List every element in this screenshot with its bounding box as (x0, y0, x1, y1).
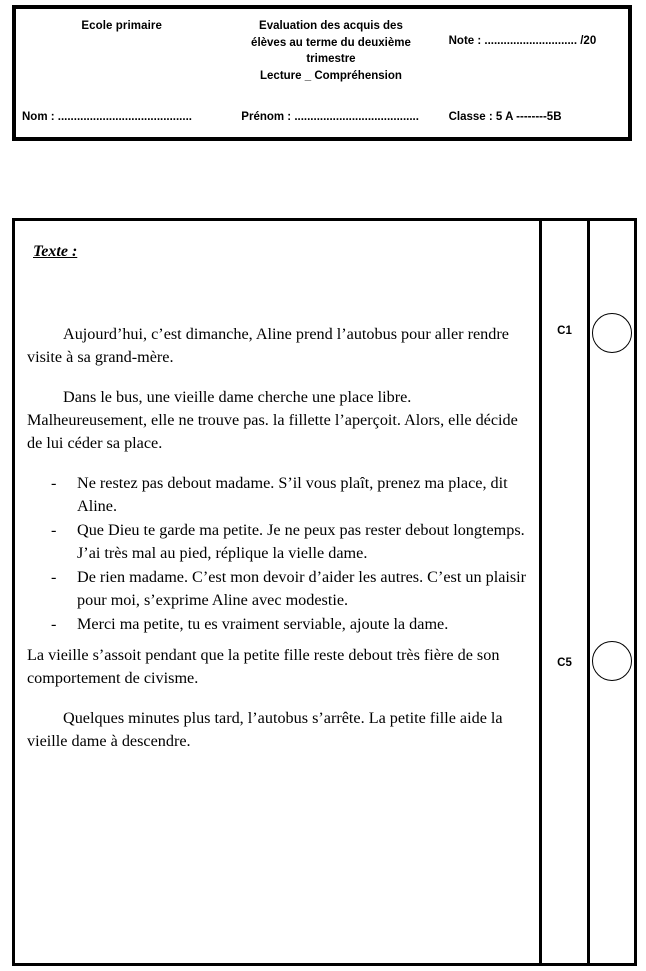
texte-heading (27, 243, 527, 261)
school-name-cell (16, 13, 227, 95)
prenom-field-label[interactable]: Prénom : ....................................... (241, 111, 419, 123)
texte-heading-label: Texte : (33, 243, 78, 260)
dialogue-dash-marker: - (51, 521, 57, 539)
header-table-inner-border (15, 8, 629, 138)
dialogue-dash-marker: - (51, 615, 57, 633)
school-name-label: Ecole primaire (81, 20, 162, 32)
score-circle-column (590, 221, 634, 963)
exam-header-table (12, 5, 632, 141)
evaluation-title-cell (227, 13, 434, 95)
evaluation-title-line-1: Evaluation des acquis des (259, 20, 403, 32)
competency-code-c5: C5 (557, 657, 572, 669)
competency-code-column (542, 221, 590, 963)
note-field-label[interactable]: Note : ............................. /20 (448, 35, 597, 47)
dialogue-item (27, 566, 527, 612)
text-column (15, 221, 542, 963)
dialogue-text: Que Dieu te garde ma petite. Je ne peux pas rester debout longtemps. J’ai très mal au pied, réplique la vielle dame. (77, 521, 525, 562)
note-cell (435, 13, 628, 95)
dialogue-item (27, 613, 527, 636)
dialogue-text: De rien madame. C’est mon devoir d’aider les autres. C’est un plaisir pour moi, s’exprime Aline avec modestie. (77, 568, 527, 609)
evaluation-title-line-2: élèves au terme du deuxième (251, 36, 411, 49)
header-row-title (16, 13, 628, 95)
prenom-cell (227, 101, 434, 139)
story-paragraph-4: Quelques minutes plus tard, l’autobus s’arrête. La petite fille aide la vieille dame à descendre. (27, 709, 503, 750)
classe-cell (435, 101, 628, 139)
reading-text-table (12, 218, 637, 966)
nom-cell (16, 101, 227, 139)
score-circle-c1[interactable] (592, 313, 632, 353)
dialogue-list (27, 472, 527, 636)
story-paragraph-2: Dans le bus, une vieille dame cherche une place libre. Malheureusement, elle ne trouve pas. la fillette l’aperçoit. Alors, elle décide de lui céder sa place. (27, 388, 518, 452)
story-paragraph-3: La vieille s’assoit pendant que la petite fille reste debout très fière de son comportement de civisme. (27, 646, 500, 687)
dialogue-text: Merci ma petite, tu es vraiment serviable, ajoute la dame. (77, 615, 449, 633)
evaluation-subject-line: Lecture _ Compréhension (260, 70, 402, 83)
header-row-student-fields (16, 101, 628, 139)
nom-field-label[interactable]: Nom : .......................................... (22, 111, 192, 123)
story-body (27, 323, 527, 753)
evaluation-title-line-3: trimestre (306, 53, 356, 66)
dialogue-text: Ne restez pas debout madame. S’il vous plaît, prenez ma place, dit Aline. (77, 474, 508, 515)
dialogue-item (27, 519, 527, 565)
classe-field-label[interactable]: Classe : 5 A --------5B (448, 111, 562, 123)
score-circle-c5[interactable] (592, 641, 632, 681)
dialogue-dash-marker: - (51, 568, 57, 586)
dialogue-dash-marker: - (51, 474, 57, 492)
story-paragraph-1: Aujourd’hui, c’est dimanche, Aline prend l’autobus pour aller rendre visite à sa grand-mère. (27, 325, 509, 366)
dialogue-item (27, 472, 527, 518)
competency-code-c1: C1 (557, 325, 572, 337)
